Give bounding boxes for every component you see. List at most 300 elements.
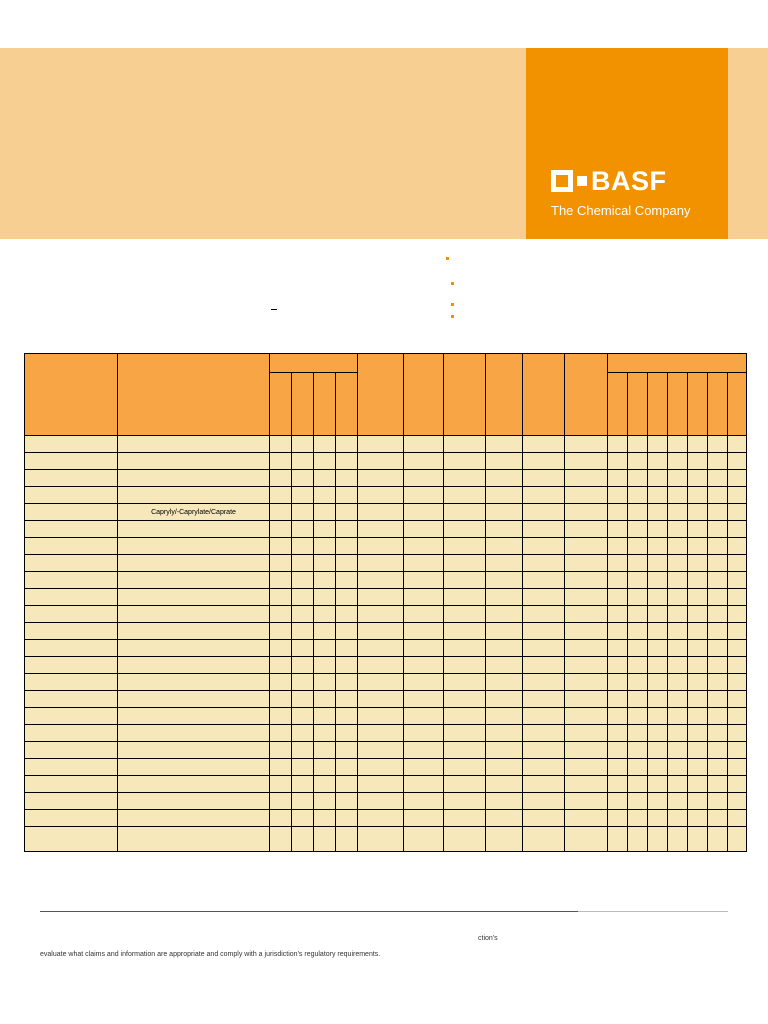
table-cell bbox=[118, 810, 270, 827]
table-cell bbox=[648, 521, 668, 538]
table-cell bbox=[523, 521, 565, 538]
table-cell bbox=[444, 487, 486, 504]
table-cell bbox=[336, 487, 358, 504]
table-cell bbox=[628, 623, 648, 640]
table-cell bbox=[523, 538, 565, 555]
table-cell bbox=[270, 827, 292, 852]
table-cell bbox=[523, 810, 565, 827]
table-cell bbox=[688, 657, 708, 674]
table-cell bbox=[118, 759, 270, 776]
table-cell bbox=[728, 691, 747, 708]
table-cell bbox=[404, 810, 444, 827]
table-cell bbox=[648, 657, 668, 674]
table-cell bbox=[708, 725, 728, 742]
header-subcell bbox=[336, 373, 358, 436]
table-cell bbox=[404, 572, 444, 589]
table-cell bbox=[648, 623, 668, 640]
table-cell bbox=[25, 759, 118, 776]
table-cell bbox=[708, 606, 728, 623]
table-cell bbox=[688, 674, 708, 691]
table-cell bbox=[486, 674, 523, 691]
table-cell bbox=[648, 810, 668, 827]
table-cell bbox=[25, 742, 118, 759]
table-cell bbox=[565, 674, 608, 691]
table-cell bbox=[668, 708, 688, 725]
table-cell bbox=[314, 521, 336, 538]
table-cell bbox=[708, 572, 728, 589]
table-cell bbox=[486, 572, 523, 589]
table-cell bbox=[648, 827, 668, 852]
table-cell bbox=[270, 725, 292, 742]
table-cell bbox=[668, 538, 688, 555]
table-cell bbox=[708, 708, 728, 725]
table-cell bbox=[565, 606, 608, 623]
table-cell bbox=[708, 470, 728, 487]
table-cell bbox=[358, 572, 404, 589]
table-cell bbox=[25, 555, 118, 572]
table-row bbox=[25, 725, 747, 742]
table-cell bbox=[688, 487, 708, 504]
table-row bbox=[25, 691, 747, 708]
table-cell bbox=[118, 436, 270, 453]
table-cell bbox=[444, 436, 486, 453]
table-cell bbox=[292, 827, 314, 852]
table-cell bbox=[404, 657, 444, 674]
table-cell bbox=[336, 504, 358, 521]
table-cell bbox=[118, 640, 270, 657]
table-cell bbox=[292, 742, 314, 759]
table-cell bbox=[404, 606, 444, 623]
table-cell bbox=[25, 691, 118, 708]
table-cell bbox=[668, 521, 688, 538]
bullet-icon bbox=[451, 282, 454, 285]
table-cell bbox=[486, 657, 523, 674]
table-cell bbox=[708, 504, 728, 521]
table-cell bbox=[292, 589, 314, 606]
table-cell bbox=[668, 691, 688, 708]
table-cell bbox=[404, 691, 444, 708]
table-cell bbox=[118, 742, 270, 759]
table-cell bbox=[358, 589, 404, 606]
table-cell bbox=[270, 623, 292, 640]
table-cell bbox=[358, 504, 404, 521]
table-cell bbox=[270, 674, 292, 691]
table-cell bbox=[444, 640, 486, 657]
table-row bbox=[25, 436, 747, 453]
table-cell bbox=[728, 504, 747, 521]
header-subcell bbox=[314, 373, 336, 436]
table-cell bbox=[565, 572, 608, 589]
table-body bbox=[25, 436, 747, 852]
table-cell bbox=[444, 827, 486, 852]
table-row bbox=[25, 487, 747, 504]
table-cell bbox=[628, 810, 648, 827]
table-cell bbox=[486, 640, 523, 657]
table-cell bbox=[728, 589, 747, 606]
table-cell bbox=[728, 453, 747, 470]
table-row bbox=[25, 776, 747, 793]
table-cell bbox=[404, 640, 444, 657]
table-cell bbox=[728, 776, 747, 793]
table-cell bbox=[358, 453, 404, 470]
header-subcell bbox=[688, 373, 708, 436]
header-cell bbox=[404, 354, 444, 436]
table-cell bbox=[314, 555, 336, 572]
table-cell bbox=[523, 827, 565, 852]
table-cell bbox=[444, 674, 486, 691]
table-cell bbox=[608, 640, 628, 657]
table-cell bbox=[648, 589, 668, 606]
table-cell bbox=[523, 436, 565, 453]
table-cell bbox=[486, 470, 523, 487]
table-cell bbox=[336, 623, 358, 640]
table-cell bbox=[688, 572, 708, 589]
table-cell bbox=[336, 759, 358, 776]
table-cell bbox=[358, 487, 404, 504]
table-cell bbox=[628, 708, 648, 725]
table-cell bbox=[708, 623, 728, 640]
table-cell bbox=[358, 708, 404, 725]
table-cell bbox=[314, 572, 336, 589]
table-cell bbox=[565, 504, 608, 521]
table-cell bbox=[118, 487, 270, 504]
table-cell bbox=[728, 470, 747, 487]
product-table bbox=[24, 353, 747, 852]
table-row bbox=[25, 521, 747, 538]
table-cell bbox=[486, 827, 523, 852]
table-cell bbox=[358, 793, 404, 810]
table-cell bbox=[523, 640, 565, 657]
table-cell bbox=[708, 827, 728, 852]
table-cell bbox=[336, 725, 358, 742]
table-cell bbox=[270, 657, 292, 674]
table-cell bbox=[404, 504, 444, 521]
table-cell bbox=[336, 521, 358, 538]
table-cell bbox=[648, 708, 668, 725]
table-cell bbox=[292, 776, 314, 793]
table-cell bbox=[404, 742, 444, 759]
table-cell bbox=[404, 827, 444, 852]
table-cell bbox=[728, 555, 747, 572]
table-cell bbox=[728, 572, 747, 589]
table-cell bbox=[336, 742, 358, 759]
table-cell bbox=[25, 521, 118, 538]
table-row bbox=[25, 793, 747, 810]
header-cell bbox=[523, 354, 565, 436]
table-cell bbox=[270, 436, 292, 453]
table-cell bbox=[486, 487, 523, 504]
header-cell bbox=[118, 354, 270, 436]
table-cell bbox=[314, 470, 336, 487]
table-cell bbox=[270, 487, 292, 504]
table-cell bbox=[668, 623, 688, 640]
table-cell bbox=[444, 742, 486, 759]
table-cell bbox=[444, 793, 486, 810]
table-cell bbox=[486, 453, 523, 470]
table-row bbox=[25, 623, 747, 640]
table-cell bbox=[292, 793, 314, 810]
table-cell bbox=[608, 606, 628, 623]
table-cell bbox=[628, 776, 648, 793]
table-cell bbox=[486, 504, 523, 521]
table-cell bbox=[628, 521, 648, 538]
footnote-text: evaluate what claims and information are appropriate and comply with a jurisdiction's regulatory requirements. bbox=[40, 951, 381, 958]
table-cell bbox=[404, 623, 444, 640]
table-cell bbox=[688, 708, 708, 725]
table-cell bbox=[565, 436, 608, 453]
table-cell bbox=[648, 793, 668, 810]
table-cell bbox=[565, 453, 608, 470]
table-cell bbox=[565, 742, 608, 759]
table-cell bbox=[668, 725, 688, 742]
table-cell bbox=[523, 470, 565, 487]
header-subcell bbox=[668, 373, 688, 436]
table-cell bbox=[314, 538, 336, 555]
table-cell bbox=[628, 691, 648, 708]
table-cell bbox=[292, 657, 314, 674]
table-cell bbox=[404, 725, 444, 742]
table-cell bbox=[608, 674, 628, 691]
table-cell bbox=[118, 657, 270, 674]
table-cell bbox=[728, 827, 747, 852]
table-cell bbox=[486, 793, 523, 810]
table-cell bbox=[688, 691, 708, 708]
table-cell bbox=[668, 674, 688, 691]
table-cell bbox=[25, 470, 118, 487]
table-row bbox=[25, 827, 747, 852]
table-cell bbox=[565, 470, 608, 487]
table-cell bbox=[628, 572, 648, 589]
table-cell bbox=[628, 470, 648, 487]
table-cell bbox=[270, 708, 292, 725]
table-cell bbox=[270, 793, 292, 810]
table-cell bbox=[358, 742, 404, 759]
table-cell bbox=[486, 436, 523, 453]
table-cell bbox=[628, 640, 648, 657]
table-cell bbox=[523, 725, 565, 742]
table-cell bbox=[668, 436, 688, 453]
table-cell bbox=[688, 827, 708, 852]
table-cell bbox=[444, 572, 486, 589]
table-cell bbox=[314, 725, 336, 742]
table-cell bbox=[292, 538, 314, 555]
table-cell bbox=[708, 657, 728, 674]
table-cell bbox=[565, 623, 608, 640]
table-cell bbox=[404, 521, 444, 538]
table-cell bbox=[688, 538, 708, 555]
table-cell bbox=[608, 453, 628, 470]
table-cell bbox=[708, 521, 728, 538]
table-cell bbox=[292, 606, 314, 623]
table-cell bbox=[336, 453, 358, 470]
table-cell bbox=[404, 538, 444, 555]
table-cell bbox=[608, 555, 628, 572]
table-cell bbox=[314, 674, 336, 691]
table-cell bbox=[270, 470, 292, 487]
table-cell bbox=[523, 674, 565, 691]
header-subcell bbox=[292, 373, 314, 436]
header-group-cell bbox=[608, 354, 747, 373]
table-cell bbox=[708, 538, 728, 555]
table-cell bbox=[118, 674, 270, 691]
table-cell bbox=[314, 623, 336, 640]
table-cell bbox=[336, 589, 358, 606]
table-cell bbox=[118, 691, 270, 708]
table-cell bbox=[608, 504, 628, 521]
table-row bbox=[25, 453, 747, 470]
table-cell bbox=[565, 521, 608, 538]
table-cell bbox=[444, 810, 486, 827]
table-cell bbox=[708, 674, 728, 691]
table-cell bbox=[648, 436, 668, 453]
table-cell bbox=[668, 640, 688, 657]
table-cell bbox=[25, 453, 118, 470]
table-cell bbox=[336, 793, 358, 810]
header-subcell bbox=[728, 373, 747, 436]
table-cell bbox=[292, 453, 314, 470]
table-cell bbox=[118, 623, 270, 640]
table-cell bbox=[565, 759, 608, 776]
table-cell bbox=[336, 538, 358, 555]
table-cell bbox=[565, 589, 608, 606]
table-cell bbox=[404, 759, 444, 776]
table-cell bbox=[486, 538, 523, 555]
bullet-icon bbox=[451, 303, 454, 306]
table-cell bbox=[292, 725, 314, 742]
table-cell bbox=[444, 623, 486, 640]
table-cell bbox=[608, 538, 628, 555]
table-cell bbox=[358, 827, 404, 852]
table-cell bbox=[358, 640, 404, 657]
table-cell bbox=[270, 572, 292, 589]
table-cell bbox=[728, 436, 747, 453]
table-cell bbox=[608, 657, 628, 674]
table-cell bbox=[523, 657, 565, 674]
table-cell bbox=[565, 640, 608, 657]
table-cell bbox=[565, 708, 608, 725]
table-cell bbox=[708, 453, 728, 470]
table-row bbox=[25, 640, 747, 657]
table-cell bbox=[523, 453, 565, 470]
table-cell bbox=[668, 453, 688, 470]
table-cell bbox=[628, 657, 648, 674]
table-cell bbox=[314, 657, 336, 674]
table-cell bbox=[728, 487, 747, 504]
table-cell bbox=[628, 793, 648, 810]
table-cell bbox=[708, 759, 728, 776]
table-row bbox=[25, 759, 747, 776]
table-cell bbox=[608, 742, 628, 759]
table-cell bbox=[404, 555, 444, 572]
table-cell bbox=[565, 487, 608, 504]
table-cell bbox=[688, 759, 708, 776]
table-cell bbox=[270, 555, 292, 572]
table-cell bbox=[688, 793, 708, 810]
table-cell bbox=[688, 623, 708, 640]
table-cell bbox=[314, 691, 336, 708]
table-cell bbox=[486, 776, 523, 793]
table-cell bbox=[444, 504, 486, 521]
table-cell bbox=[523, 555, 565, 572]
table-cell bbox=[336, 555, 358, 572]
table-cell bbox=[688, 810, 708, 827]
table-cell bbox=[444, 555, 486, 572]
table-cell bbox=[608, 470, 628, 487]
table-cell bbox=[668, 742, 688, 759]
table-cell bbox=[668, 572, 688, 589]
table-cell bbox=[336, 657, 358, 674]
table-cell bbox=[270, 810, 292, 827]
table-cell bbox=[523, 606, 565, 623]
table-cell bbox=[444, 589, 486, 606]
table-cell bbox=[25, 708, 118, 725]
table-cell bbox=[728, 725, 747, 742]
logo-dot-icon bbox=[577, 176, 587, 186]
table-cell bbox=[668, 657, 688, 674]
table-cell bbox=[668, 606, 688, 623]
table-cell bbox=[358, 555, 404, 572]
table-cell bbox=[728, 810, 747, 827]
table-cell bbox=[728, 759, 747, 776]
table-cell bbox=[708, 436, 728, 453]
table-cell bbox=[292, 810, 314, 827]
table-cell bbox=[688, 453, 708, 470]
table-cell bbox=[565, 810, 608, 827]
table-cell bbox=[728, 793, 747, 810]
header-cell bbox=[444, 354, 486, 436]
table-cell bbox=[688, 640, 708, 657]
table-cell bbox=[668, 776, 688, 793]
table-cell bbox=[314, 640, 336, 657]
table-cell bbox=[444, 725, 486, 742]
table-cell bbox=[444, 708, 486, 725]
table-cell bbox=[314, 793, 336, 810]
table-cell bbox=[444, 606, 486, 623]
logo-square-icon bbox=[551, 170, 573, 192]
table-cell bbox=[668, 504, 688, 521]
table-cell bbox=[708, 487, 728, 504]
table-cell bbox=[608, 572, 628, 589]
table-cell bbox=[688, 776, 708, 793]
table-cell bbox=[292, 436, 314, 453]
table-cell bbox=[688, 589, 708, 606]
table-cell bbox=[628, 436, 648, 453]
table-cell bbox=[628, 674, 648, 691]
table-cell bbox=[608, 487, 628, 504]
table-cell bbox=[688, 521, 708, 538]
table-row bbox=[25, 572, 747, 589]
table-cell bbox=[118, 572, 270, 589]
header-cell bbox=[25, 354, 118, 436]
header-subcell bbox=[708, 373, 728, 436]
table-cell bbox=[270, 640, 292, 657]
table-cell bbox=[270, 606, 292, 623]
table-cell bbox=[25, 640, 118, 657]
table-cell bbox=[728, 742, 747, 759]
table-cell bbox=[292, 487, 314, 504]
table-cell bbox=[648, 759, 668, 776]
table-cell bbox=[728, 708, 747, 725]
table-cell bbox=[486, 521, 523, 538]
table-cell bbox=[708, 640, 728, 657]
table-cell bbox=[336, 606, 358, 623]
table-cell bbox=[336, 470, 358, 487]
footnote-fragment: ction's bbox=[478, 935, 498, 942]
table-cell bbox=[648, 691, 668, 708]
table-cell bbox=[565, 793, 608, 810]
table-cell bbox=[628, 725, 648, 742]
table-cell bbox=[565, 691, 608, 708]
